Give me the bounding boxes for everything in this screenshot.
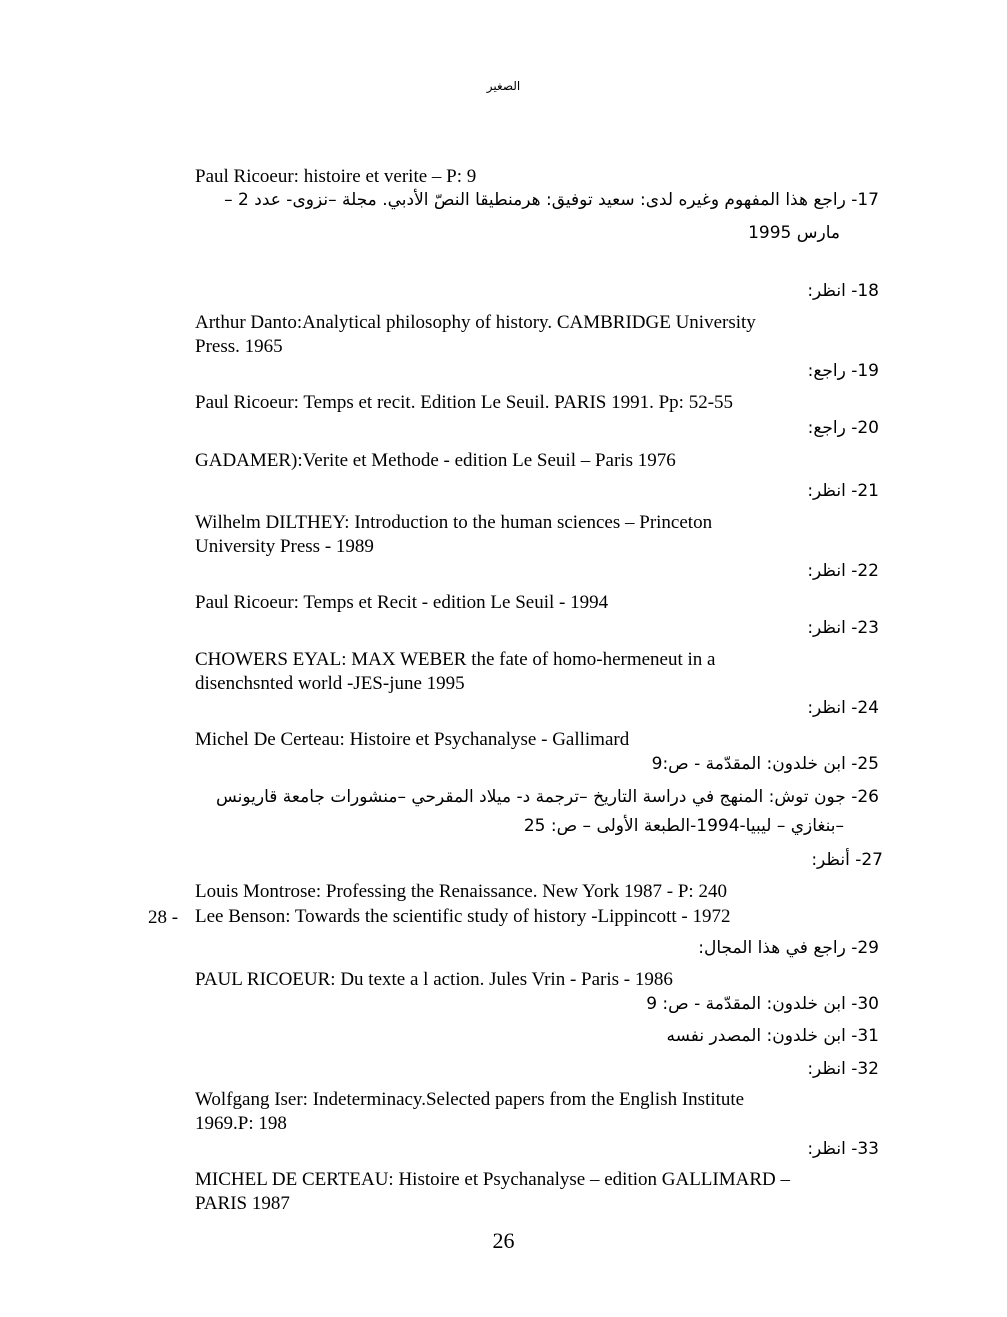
footnote-line: MICHEL DE CERTEAU: Histoire et Psychanalyse – edition GALLIMARD – [195,1169,790,1190]
footnote-line: Press. 1965 [195,336,283,357]
footnote-23: 23- انظر: [807,618,879,638]
footnote-32: 32- انظر: [807,1059,879,1079]
footnote-line: disenchsnted world -JES-june 1995 [195,673,465,694]
footnote-line: Paul Ricoeur: Temps et Recit - edition Le Seuil - 1994 [195,592,609,613]
footnote-29: 29- راجع في هذا المجال: [698,938,879,958]
footnote-20: 20- راجع: [807,418,879,438]
footnote-line: Wolfgang Iser: Indeterminacy.Selected papers from the English Institute [195,1089,745,1110]
footnote-line: Louis Montrose: Professing the Renaissance. New York 1987 - P: 240 [195,881,727,902]
footnote-line: PAUL RICOEUR: Du texte a l action. Jules Vrin - Paris - 1986 [195,969,673,990]
footnote-line: Paul Ricoeur: Temps et recit. Edition Le Seuil. PARIS 1991. Pp: 52-55 [195,392,734,413]
footnote-line: GADAMER):Verite et Methode - edition Le Seuil – Paris 1976 [195,450,676,471]
footnote-line: University Press - 1989 [195,536,374,557]
footnote-21: 21- انظر: [807,481,879,501]
footnote-24: 24- انظر: [807,698,879,718]
footnote-28: Lee Benson: Towards the scientific study of history -Lippincott - 1972 [195,906,731,927]
page-number: 26 [492,1228,515,1253]
footnote-17-cont: مارس 1995 [748,223,840,243]
footnote-22: 22- انظر: [807,561,879,581]
footnote-19: 19- راجع: [807,361,879,381]
footnote-line: Paul Ricoeur: histoire et verite – P: 9 [195,166,477,187]
footnote-25: 25- ابن خلدون: المقدّمة - ص:9 [651,754,879,774]
footnote-31: 31- ابن خلدون: المصدر نفسه [666,1026,879,1046]
footnote-26: 26- جون توش: المنهج في دراسة التاريخ –ترجمة د- ميلاد المقرحي –منشورات جامعة قاريونس [215,787,879,807]
footnote-28-number: 28 - [148,907,179,928]
footnote-line: CHOWERS EYAL: MAX WEBER the fate of homo-hermeneut in a [195,649,716,670]
footnote-line: Michel De Certeau: Histoire et Psychanalyse - Gallimard [195,729,630,750]
footnote-26-cont: –بنغازي – ليبيا-1994-الطبعة الأولى – ص: 25 [523,816,844,836]
footnote-line: Arthur Danto:Analytical philosophy of history. CAMBRIDGE University [195,312,756,333]
footnote-line: Wilhelm DILTHEY: Introduction to the human sciences – Princeton [195,512,713,533]
footnote-17: 17- راجع هذا المفهوم وغيره لدى: سعيد توفيق: هرمنطيقا النصّ الأدبي. مجلة –نزوى- عدد 2 – [224,190,879,210]
footnote-27: 27- أنظر: [811,850,883,870]
footnote-30: 30- ابن خلدون: المقدّمة - ص: 9 [646,994,879,1014]
running-header: الصغير [486,79,521,93]
footnote-33: 33- انظر: [807,1139,879,1159]
footnote-line: PARIS 1987 [195,1193,290,1214]
footnote-18: 18- انظر: [807,281,879,301]
footnote-line: 1969.P: 198 [195,1113,287,1134]
